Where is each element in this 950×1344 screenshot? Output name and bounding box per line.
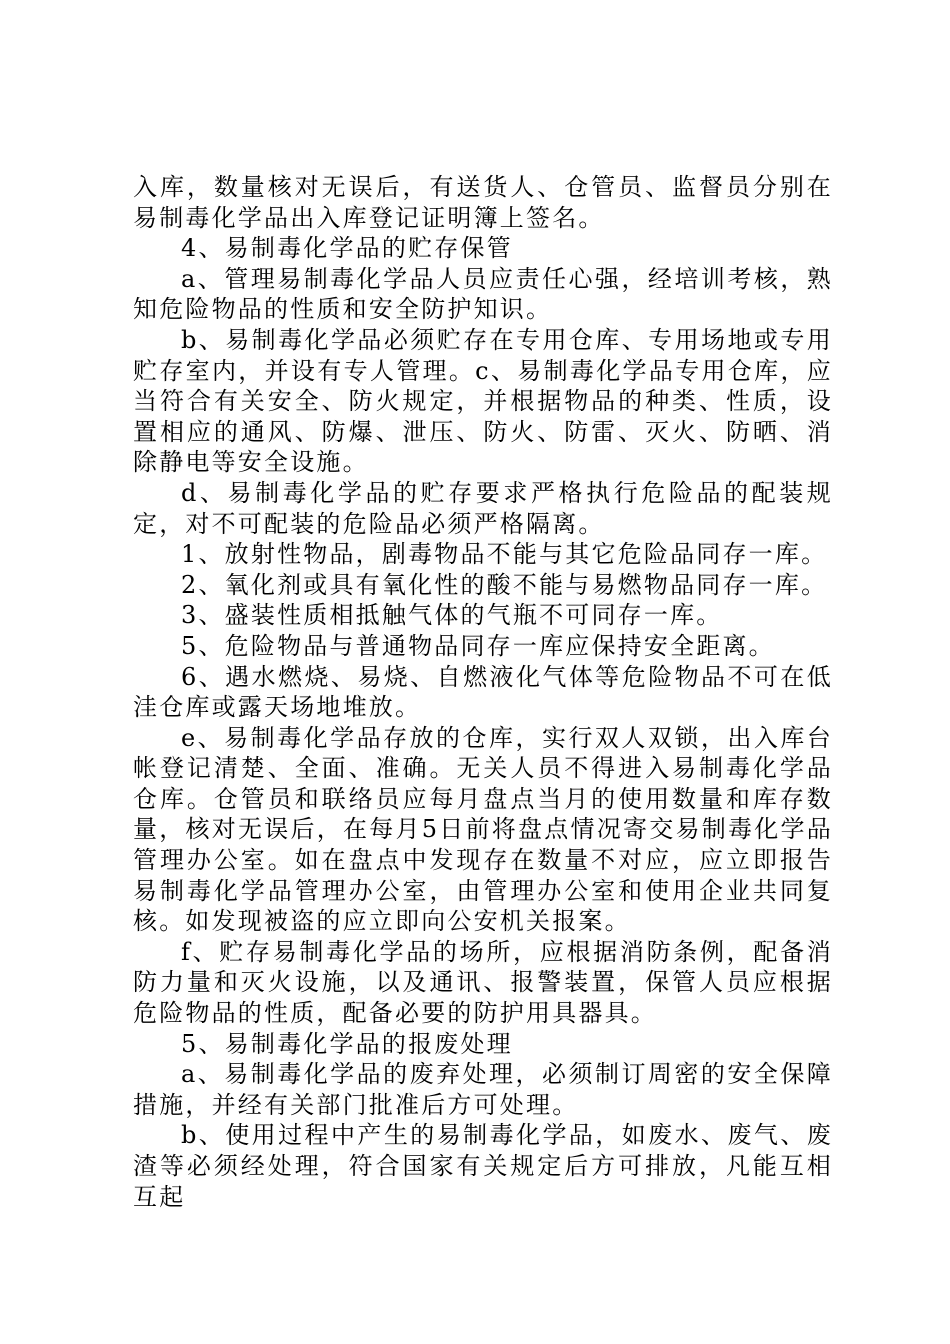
paragraph-5: d、易制毒化学品的贮存要求严格执行危险品的配装规定，对不可配装的危险品必须严格隔离。 [133, 478, 833, 538]
list-item-2: 2、氧化剂或具有氧化性的酸不能与易燃物品同存一库。 [181, 570, 828, 599]
paragraph-11: e、易制毒化学品存放的仓库，实行双人双锁，出入库台帐登记清楚、全面、准确。无关人员不得进入易制毒化学品仓库。仓管员和联络员应每月盘点当月的使用数量和库存数量，核对无误后，在每月5日前将盘点情况寄交易制毒化学品管理办公室。如在盘点中发现存在数量不对应，应立即报告易制毒化学品管理办公室，由管理办公室和使用企业共同复核。如发现被盗的应立即向公安机关报案。 [133, 723, 833, 936]
document-body [133, 172, 833, 1212]
paragraph-1: 入库，数量核对无误后，有送货人、仓管员、监督员分别在易制毒化学品出入库登记证明簿上签名。 [133, 173, 833, 232]
paragraph-4: b、易制毒化学品必须贮存在专用仓库、专用场地或专用贮存室内，并设有专人管理。c、易制毒化学品专用仓库，应当符合有关安全、防火规定，并根据物品的种类、性质，设置相应的通风、防爆、泄压、防火、防雷、灭火、防晒、消除静电等安全设施。 [133, 325, 833, 477]
list-item-6: 6、遇水燃烧、易烧、自燃液化气体等危险物品不可在低洼仓库或露天场地堆放。 [133, 662, 833, 722]
section-heading-disposal: 5、易制毒化学品的报废处理 [181, 1029, 513, 1058]
paragraph-15: b、使用过程中产生的易制毒化学品，如废水、废气、废渣等必须经处理，符合国家有关规定后方可排放，凡能互相互起 [133, 1121, 833, 1211]
list-item-5: 5、危险物品与普通物品同存一库应保持安全距离。 [181, 631, 775, 660]
paragraph-12: f、贮存易制毒化学品的场所，应根据消防条例，配备消防力量和灭火设施，以及通讯、报警装置，保管人员应根据危险物品的性质，配备必要的防护用具器具。 [133, 937, 833, 1028]
paragraph-14: a、易制毒化学品的废弃处理，必须制订周密的安全保障措施，并经有关部门批准后方可处理。 [133, 1060, 833, 1119]
section-heading-storage: 4、易制毒化学品的贮存保管 [181, 234, 513, 263]
paragraph-3: a、管理易制毒化学品人员应责任心强，经培训考核，熟知危险物品的性质和安全防护知识。 [133, 264, 833, 324]
list-item-1: 1、放射性物品，剧毒物品不能与其它危险品同存一库。 [181, 540, 828, 569]
list-item-3: 3、盛装性质相抵触气体的气瓶不可同存一库。 [181, 601, 723, 630]
